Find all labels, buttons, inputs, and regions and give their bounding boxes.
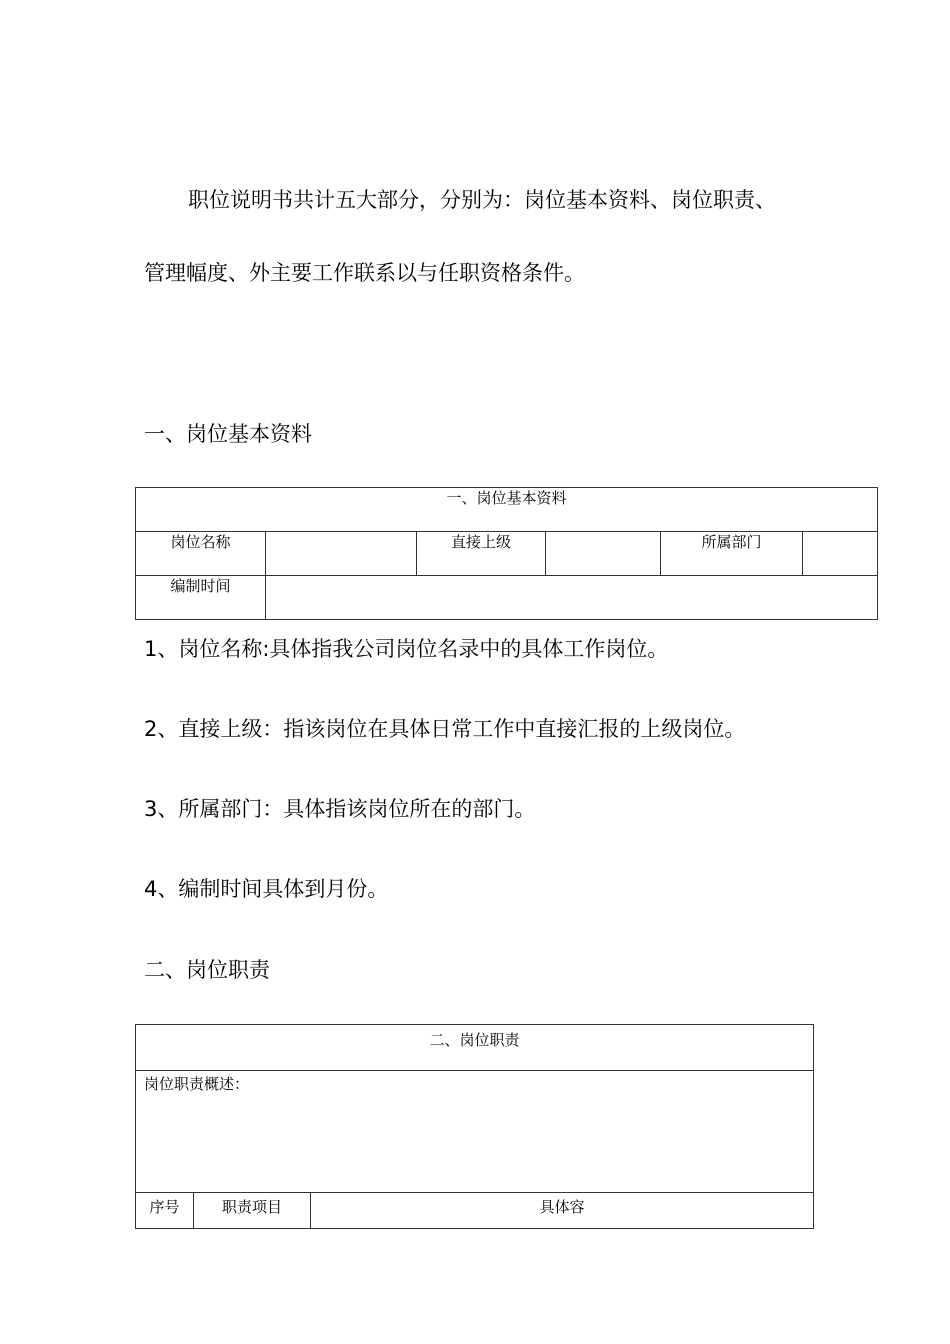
value-department[interactable] xyxy=(803,532,878,576)
value-direct-superior[interactable] xyxy=(546,532,661,576)
intro-paragraph-line-1: 职位说明书共计五大部分，分别为：岗位基本资料、岗位职责、 xyxy=(188,188,776,212)
value-position-name[interactable] xyxy=(266,532,417,576)
basic-info-table xyxy=(135,487,878,620)
responsibilities-summary-label: 岗位职责概述： xyxy=(144,1075,250,1093)
list-item: 4、编制时间具体到月份。 xyxy=(144,877,389,901)
responsibilities-table xyxy=(135,1024,814,1229)
section-2-heading: 二、岗位职责 xyxy=(144,958,270,982)
section-1-heading: 一、岗位基本资料 xyxy=(144,422,312,446)
basic-info-table-title: 一、岗位基本资料 xyxy=(136,488,878,532)
label-compile-date: 编制时间 xyxy=(136,576,266,620)
responsibilities-summary-cell[interactable] xyxy=(136,1071,814,1193)
intro-paragraph-line-2: 管理幅度、外主要工作联系以与任职资格条件。 xyxy=(144,261,585,285)
label-position-name: 岗位名称 xyxy=(136,532,266,576)
value-compile-date[interactable] xyxy=(266,576,878,620)
list-item: 1、岗位名称:具体指我公司岗位名录中的具体工作岗位。 xyxy=(144,637,669,661)
column-header-seq: 序号 xyxy=(136,1193,194,1229)
responsibilities-table-title: 二、岗位职责 xyxy=(136,1025,814,1071)
label-direct-superior: 直接上级 xyxy=(417,532,546,576)
list-item: 3、所属部门：具体指该岗位所在的部门。 xyxy=(144,797,536,821)
label-department: 所属部门 xyxy=(661,532,803,576)
list-item: 2、直接上级：指该岗位在具体日常工作中直接汇报的上级岗位。 xyxy=(144,717,746,741)
column-header-item: 职责项目 xyxy=(194,1193,311,1229)
column-header-content: 具体容 xyxy=(311,1193,814,1229)
